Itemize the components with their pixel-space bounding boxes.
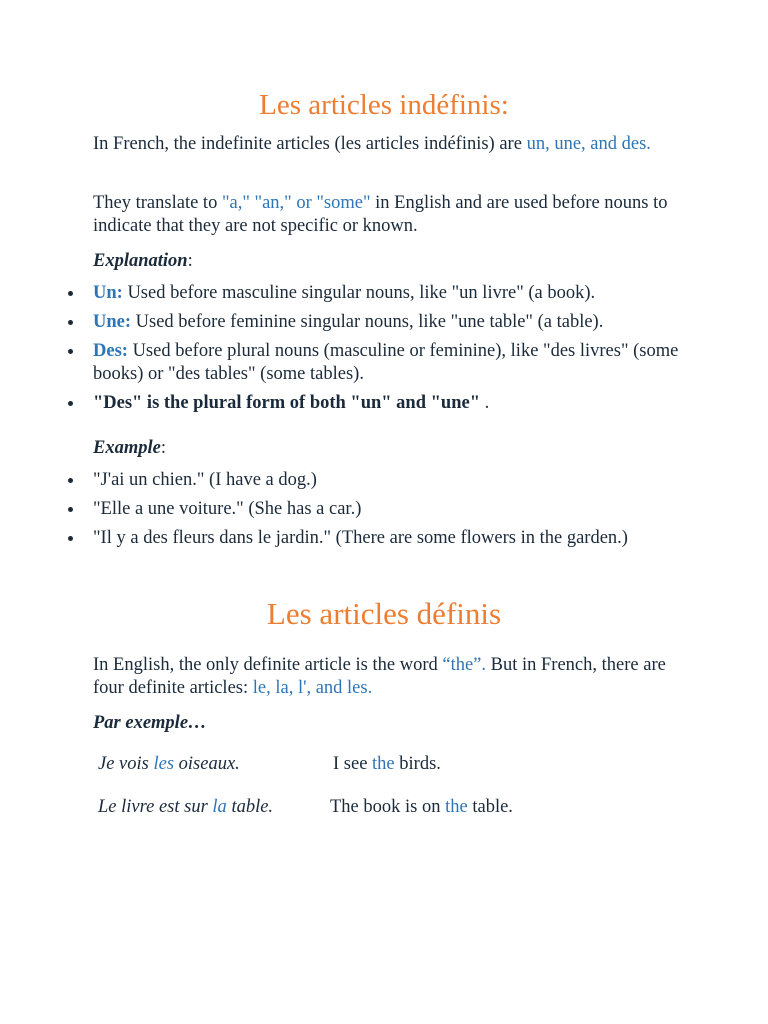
section-title-indefinite: Les articles indéfinis: (259, 89, 509, 121)
plural-note-tail: . (479, 393, 490, 413)
bullet-icon (68, 291, 73, 296)
list-item-text: Used before plural nouns (masculine or feminine), like "des livres" (some books) or "des tables" (some tables). (93, 341, 679, 384)
bullet-icon (68, 349, 73, 354)
french-article: les (153, 754, 175, 774)
explanation-label: Explanation (93, 251, 188, 271)
example-list (0, 469, 683, 556)
indefinite-intro-paragraph (93, 133, 683, 156)
french-example (98, 796, 273, 819)
example-heading (93, 437, 683, 460)
french-pre: Le livre est sur (98, 797, 213, 817)
bullet-icon (68, 507, 73, 512)
definite-articles-list: le, la, l', and les. (252, 678, 373, 698)
translate-highlight: "a," "an," or "some" (221, 193, 371, 213)
french-post: table. (226, 797, 274, 817)
list-item-text: Used before feminine singular nouns, like "une table" (a table). (131, 312, 604, 332)
par-exemple-heading (93, 712, 683, 735)
explanation-colon: : (187, 251, 193, 271)
example-sentence: "Il y a des fleurs dans le jardin." (There are some flowers in the garden.) (93, 528, 628, 548)
translate-pre: They translate to (93, 193, 222, 213)
french-example (98, 753, 240, 776)
english-post: birds. (394, 754, 441, 774)
french-pre: Je vois (98, 754, 154, 774)
english-pre: The book is on (330, 797, 446, 817)
list-item-term: Un: (93, 283, 123, 303)
intro-highlight: un, une, and des. (526, 134, 651, 154)
list-item (0, 311, 683, 334)
bullet-icon (68, 478, 73, 483)
intro-text: In French, the indefinite articles (les articles indéfinis) are (93, 134, 527, 154)
explanation-heading (93, 250, 683, 273)
bullet-icon (68, 536, 73, 541)
plural-note: "Des" is the plural form of both "un" and "une" (93, 393, 480, 413)
definite-intro-paragraph (93, 654, 683, 700)
english-pre: I see (333, 754, 373, 774)
list-item (0, 392, 683, 415)
par-exemple-label: Par exemple… (93, 713, 207, 733)
french-post: oiseaux. (174, 754, 240, 774)
list-item (0, 527, 683, 550)
english-post: table. (467, 797, 513, 817)
explanation-list (0, 282, 683, 421)
example-sentence: "J'ai un chien." (I have a dog.) (93, 470, 317, 490)
list-item (0, 498, 683, 521)
english-article: the (445, 797, 468, 817)
translate-paragraph (93, 192, 683, 238)
list-item (0, 340, 683, 386)
example-colon: : (160, 438, 166, 458)
definite-intro-pre: In English, the only definite article is the word (93, 655, 443, 675)
english-translation (330, 796, 513, 819)
section-title-definite: Les articles définis (266, 596, 502, 631)
list-item-term: Des: (93, 341, 128, 361)
list-item-term: Une: (93, 312, 132, 332)
list-item-text: Used before masculine singular nouns, like "un livre" (a book). (122, 283, 596, 303)
definite-intro-the: “the”. (442, 655, 487, 675)
english-article: the (372, 754, 395, 774)
definite-intro-mid: But in French, there are four definite articles: (93, 655, 666, 698)
english-translation (333, 753, 441, 776)
bullet-icon (68, 401, 73, 406)
list-item (0, 282, 683, 305)
example-sentence: "Elle a une voiture." (She has a car.) (93, 499, 362, 519)
list-item (0, 469, 683, 492)
translate-post: in English and are used before nouns to indicate that they are not specific or known. (93, 193, 668, 236)
french-article: la (212, 797, 227, 817)
example-label: Example (93, 438, 161, 458)
bullet-icon (68, 320, 73, 325)
